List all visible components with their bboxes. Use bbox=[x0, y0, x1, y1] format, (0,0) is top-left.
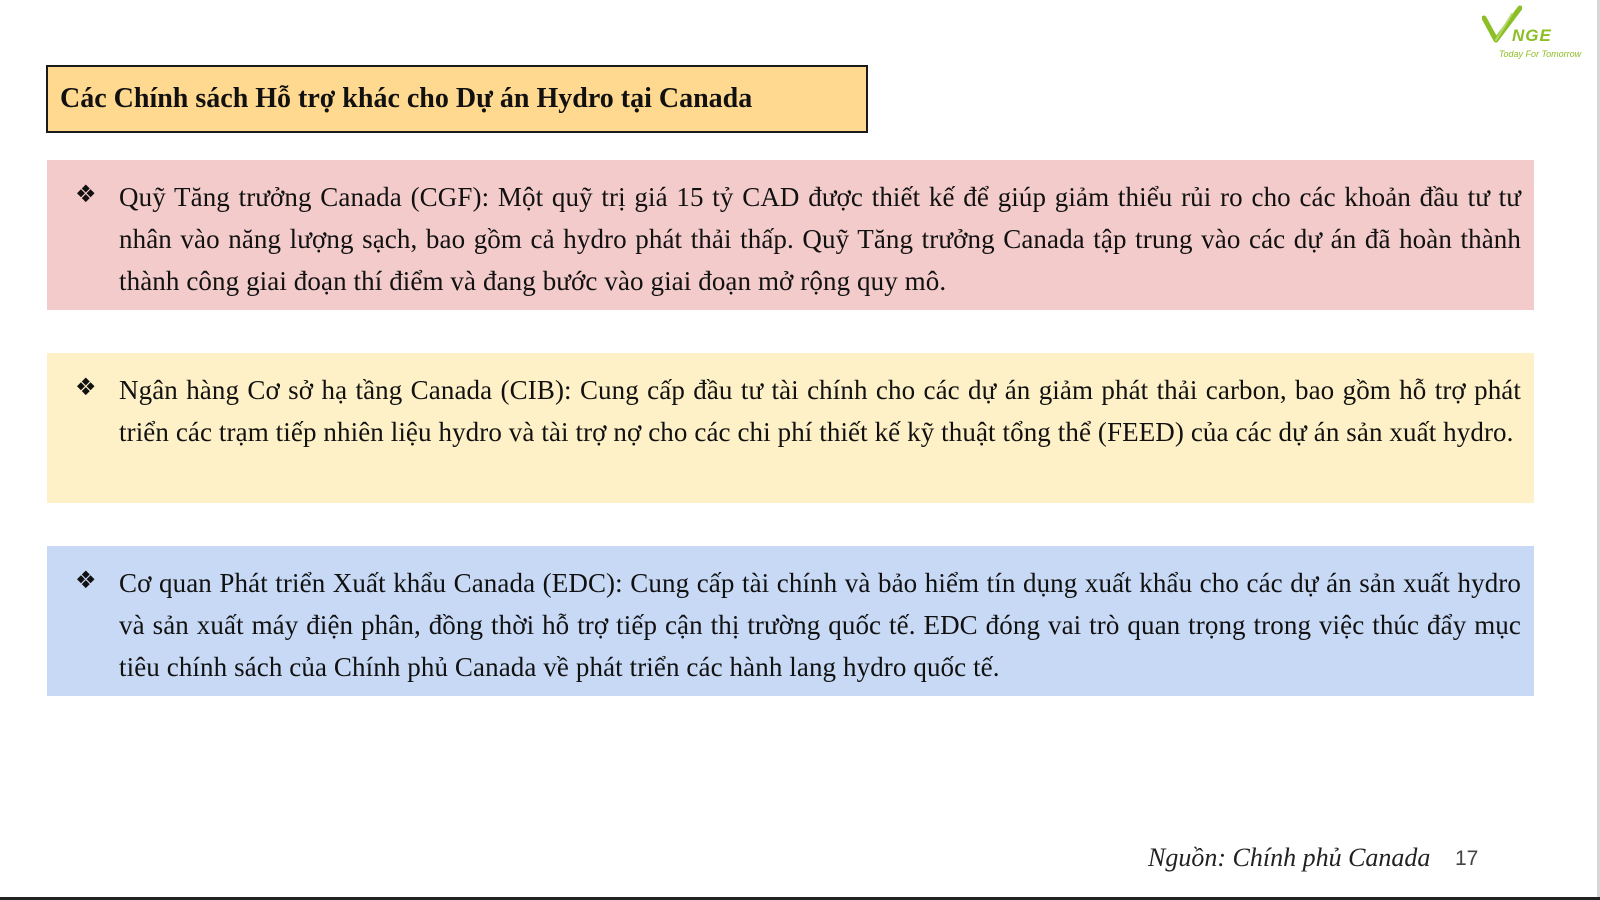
bullet-text: Ngân hàng Cơ sở hạ tầng Canada (CIB): Cung cấp đầu tư tài chính cho các dự án giảm phát thải carbon, bao gồm hỗ trợ phát triển các trạm tiếp nhiên liệu hydro và tài trợ nợ cho các chi phí thiết kế kỹ thuật tổng thể (FEED) của các dự án sản xuất hydro. bbox=[119, 375, 1521, 447]
bullet-panel-edc bbox=[47, 546, 1534, 696]
title-box bbox=[46, 65, 868, 133]
bullet-text: Quỹ Tăng trưởng Canada (CGF): Một quỹ trị giá 15 tỷ CAD được thiết kế để giúp giảm thiểu rủi ro cho các khoản đầu tư tư nhân vào năng lượng sạch, bao gồm cả hydro phát thải thấp. Quỹ Tăng trưởng Canada tập trung vào các dự án đã hoàn thành thành công giai đoạn thí điểm và đang bước vào giai đoạn mở rộng quy mô. bbox=[119, 182, 1521, 296]
bullet-panel-cib bbox=[47, 353, 1534, 503]
diamond-bullet-icon: ❖ bbox=[75, 180, 97, 208]
logo-tagline: Today For Tomorrow bbox=[1498, 49, 1582, 59]
diamond-bullet-icon: ❖ bbox=[75, 566, 97, 594]
bullet-panel-cgf bbox=[47, 160, 1534, 310]
bullet-text: Cơ quan Phát triển Xuất khẩu Canada (EDC): Cung cấp tài chính và bảo hiểm tín dụng xuất khẩu cho các dự án sản xuất hydro và sản xuất máy điện phân, đồng thời hỗ trợ tiếp cận thị trường quốc tế. EDC đóng vai trò quan trọng trong việc thúc đẩy mục tiêu chính sách của Chính phủ Canada về phát triển các hành lang hydro quốc tế. bbox=[119, 568, 1521, 682]
page-number: 17 bbox=[1455, 847, 1479, 870]
source-note: Nguồn: Chính phủ Canada bbox=[1148, 843, 1431, 872]
diamond-bullet-icon: ❖ bbox=[75, 373, 97, 401]
vnge-logo bbox=[1482, 4, 1596, 64]
logo-wordmark: NGE bbox=[1512, 26, 1552, 45]
slide-title: Các Chính sách Hỗ trợ khác cho Dự án Hydro tại Canada bbox=[60, 83, 753, 114]
